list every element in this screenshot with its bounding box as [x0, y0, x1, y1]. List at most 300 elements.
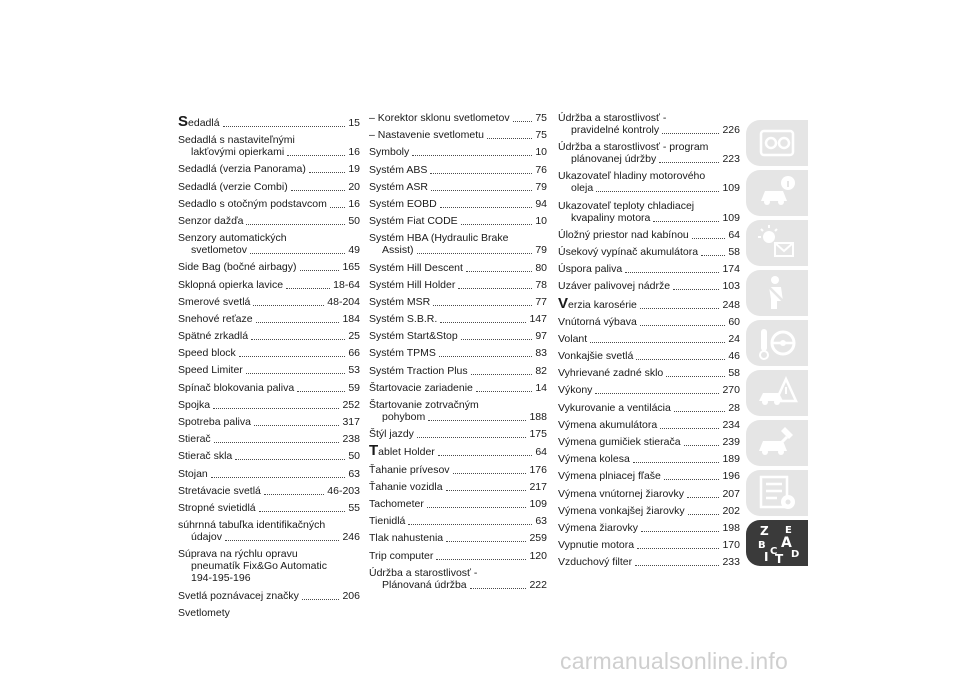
entry-text-part: Tienidlá — [369, 515, 406, 528]
index-entry-line — [178, 382, 360, 394]
page-number: 248 — [722, 298, 740, 311]
index-column-2 — [369, 112, 547, 596]
dot-leader — [225, 540, 340, 541]
car-wrench-icon — [755, 421, 799, 465]
dot-leader — [659, 162, 719, 163]
chapter-tabs — [746, 120, 808, 566]
index-entry — [369, 198, 547, 210]
entry-text-part: Uzáver palivovej nádrže — [558, 280, 671, 293]
dot-leader — [408, 524, 532, 525]
index-entry — [558, 246, 740, 258]
entry-text-part: Výmena plniacej fľaše — [558, 470, 661, 483]
index-entry-line — [369, 550, 547, 562]
dot-leader — [250, 253, 345, 254]
index-entry-line — [369, 330, 547, 342]
entry-text — [369, 532, 443, 544]
entry-text — [558, 294, 637, 312]
page-number: 14 — [535, 381, 547, 394]
index-entry-line — [178, 399, 360, 411]
index-entry — [369, 442, 547, 460]
dot-leader — [431, 190, 532, 191]
entry-text — [558, 419, 657, 431]
index-entry-line — [558, 112, 740, 124]
page-number: 270 — [722, 384, 740, 397]
dot-leader — [673, 289, 719, 290]
index-entry-line — [369, 262, 547, 274]
dot-leader — [412, 155, 532, 156]
section-initial: T — [369, 442, 379, 460]
index-entry-line — [369, 411, 547, 423]
tab-specifications[interactable] — [746, 470, 808, 516]
dot-leader — [637, 548, 719, 549]
index-entry-line — [558, 539, 740, 551]
index-entry-line — [178, 261, 360, 273]
index-entry-line — [558, 522, 740, 534]
index-entry-line — [369, 347, 547, 359]
index-letter: C — [770, 546, 778, 557]
entry-text — [558, 470, 661, 482]
tab-alphabetical-index[interactable] — [746, 520, 808, 566]
index-column-1 — [178, 112, 360, 624]
index-entry — [369, 382, 547, 394]
entry-text-part: Ťahanie prívesov — [369, 463, 450, 476]
dot-leader — [211, 477, 346, 478]
index-entry-line — [369, 464, 547, 476]
index-entry-line — [369, 532, 547, 544]
index-entry-line — [558, 556, 740, 568]
entry-text — [369, 347, 436, 359]
index-entry — [178, 163, 360, 175]
entry-text-part: Tlak nahustenia — [369, 532, 444, 545]
entry-text — [369, 181, 428, 193]
tab-dashboard[interactable] — [746, 120, 808, 166]
index-entry-line — [178, 198, 360, 210]
dot-leader — [688, 514, 720, 515]
entry-text — [369, 198, 437, 210]
index-letter: T — [775, 552, 784, 565]
page-number: 83 — [535, 347, 547, 360]
index-entry-line — [178, 244, 360, 256]
index-entry-line — [178, 572, 360, 584]
dot-leader — [636, 359, 725, 360]
entry-text-part: Sedadlá (verzie Combi) — [178, 180, 288, 193]
page-number: 238 — [342, 433, 360, 446]
index-entry — [178, 382, 360, 394]
entry-text-part: 194-195-196 — [191, 572, 251, 585]
index-entry-line — [178, 590, 360, 602]
dot-leader — [458, 288, 532, 289]
index-entry-line — [558, 419, 740, 431]
entry-text — [178, 261, 297, 273]
page-number: 175 — [529, 428, 547, 441]
dot-leader — [214, 442, 340, 443]
entry-text-part: Úložný priestor nad kabínou — [558, 228, 689, 241]
page-number: 79 — [535, 244, 547, 257]
entry-text-part: Svetlá poznávacej značky — [178, 589, 299, 602]
dot-leader — [476, 391, 532, 392]
index-entry — [558, 384, 740, 396]
index-entry-line — [178, 232, 360, 244]
entry-text-part: Výmena žiarovky — [558, 521, 638, 534]
index-entry-line — [178, 347, 360, 359]
entry-text — [369, 550, 433, 562]
entry-text-part: Snehové reťaze — [178, 312, 253, 325]
index-entry-line — [369, 481, 547, 493]
page-number: 79 — [535, 180, 547, 193]
dot-leader — [466, 271, 532, 272]
entry-text — [178, 198, 327, 210]
entry-text-part: Vonkajšie svetlá — [558, 350, 634, 363]
dot-leader — [291, 190, 346, 191]
entry-text-part: Systém Fiat CODE — [369, 215, 458, 228]
index-entry — [558, 453, 740, 465]
index-entry-line — [558, 384, 740, 396]
entry-text — [558, 522, 638, 534]
index-entry — [178, 468, 360, 480]
entry-text-part: Sedadlá s nastaviteľnými — [178, 134, 295, 147]
entry-text — [558, 384, 592, 396]
entry-text-part: Sedadlá (verzia Panorama) — [178, 163, 306, 176]
entry-text — [558, 141, 708, 153]
page-number: 48-204 — [327, 295, 360, 308]
entry-text-part: Štýl jazdy — [369, 428, 414, 441]
page-number: 184 — [342, 312, 360, 325]
entry-text — [558, 436, 681, 448]
index-entry-line — [558, 316, 740, 328]
index-entry — [558, 333, 740, 345]
page-number: 198 — [722, 521, 740, 534]
entry-text-part: Spojka — [178, 398, 211, 411]
entry-text-part: Vyhrievané zadné sklo — [558, 367, 664, 380]
page-number: 63 — [535, 515, 547, 528]
dot-leader — [427, 507, 527, 508]
index-entry — [178, 134, 360, 158]
index-entry-line — [369, 382, 547, 394]
index-entry — [369, 215, 547, 227]
page-number: 222 — [529, 578, 547, 591]
dot-leader — [287, 155, 345, 156]
entry-text-part: Sedadlo s otočným podstavcom — [178, 197, 327, 210]
dot-leader — [461, 339, 533, 340]
page-number: 147 — [529, 313, 547, 326]
tab-warning-lights[interactable] — [746, 220, 808, 266]
page-number: 63 — [348, 467, 360, 480]
entry-text — [178, 502, 256, 514]
dot-leader — [660, 428, 719, 429]
page-number: 18-64 — [333, 278, 360, 291]
index-entry — [178, 313, 360, 325]
page-number: 16 — [348, 146, 360, 159]
index-entry-line — [369, 112, 547, 124]
index-entry — [369, 262, 547, 274]
page-number: 120 — [529, 549, 547, 562]
dot-leader — [653, 221, 719, 222]
index-entry — [178, 215, 360, 227]
tab-safety-info[interactable] — [746, 170, 808, 216]
entry-text — [178, 450, 232, 462]
page-number: 50 — [348, 214, 360, 227]
page-number: 59 — [348, 381, 360, 394]
entry-text-part: svetlometov — [191, 244, 248, 257]
dot-leader — [590, 342, 725, 343]
entry-text-part: plánovanej údržby — [571, 153, 657, 166]
index-entry-line — [558, 200, 740, 212]
entry-text-part: Plánovaná údržba — [382, 578, 467, 591]
page-number: 64 — [728, 228, 740, 241]
index-entry — [178, 330, 360, 342]
index-entry — [558, 556, 740, 568]
entry-text — [178, 313, 253, 325]
entry-text — [178, 485, 261, 497]
index-entry-line — [178, 450, 360, 462]
page-number: 82 — [535, 364, 547, 377]
index-entry-line — [178, 433, 360, 445]
index-entry — [369, 515, 547, 527]
index-entry — [178, 607, 360, 619]
page-number: 252 — [342, 398, 360, 411]
car-dashboard-icon — [755, 121, 799, 165]
index-entry — [178, 433, 360, 445]
entry-text — [369, 442, 435, 460]
dot-leader — [246, 224, 345, 225]
dot-leader — [471, 374, 533, 375]
page-number: 15 — [348, 117, 360, 129]
index-letter: I — [764, 550, 769, 564]
tab-emergency[interactable] — [746, 370, 808, 416]
alphabetical-index-icon — [755, 521, 799, 565]
entry-text-part: Štartovanie zotrvačným — [369, 399, 479, 411]
page-number: 55 — [348, 501, 360, 514]
entry-text — [369, 164, 427, 176]
seatbelt-person-icon — [755, 271, 799, 315]
index-entry — [178, 416, 360, 428]
entry-text — [178, 330, 248, 342]
entry-text — [178, 113, 220, 130]
car-specifications-icon — [755, 471, 799, 515]
entry-text-part: – Korektor sklonu svetlometov — [369, 112, 510, 124]
dot-leader — [487, 138, 532, 139]
dot-leader — [470, 588, 527, 589]
tab-maintenance[interactable] — [746, 420, 808, 466]
page-number: 10 — [535, 146, 547, 159]
entry-text-part: erzia karosérie — [568, 298, 637, 311]
watermark: carmanualsonline.info — [560, 648, 788, 674]
entry-text-part: Výmena akumulátora — [558, 418, 658, 431]
index-entry-line — [558, 280, 740, 292]
page-number: 46 — [728, 350, 740, 363]
entry-text — [369, 232, 508, 244]
index-entry-line — [558, 263, 740, 275]
index-entry-line — [558, 350, 740, 362]
page-number: 226 — [722, 124, 740, 136]
dot-leader — [259, 511, 346, 512]
entry-text — [369, 382, 473, 394]
index-entry-line — [558, 436, 740, 448]
index-entry — [369, 532, 547, 544]
entry-text-part: Súprava na rýchlu opravu — [178, 548, 298, 561]
entry-text-part: Senzor dažďa — [178, 214, 244, 227]
dot-leader — [300, 270, 340, 271]
page-number: 234 — [722, 418, 740, 431]
dot-leader — [640, 325, 726, 326]
entry-text — [178, 607, 230, 619]
dot-leader — [664, 479, 720, 480]
entry-text-part: Vypnutie motora — [558, 539, 635, 552]
entry-text — [369, 296, 430, 308]
entry-text-part: Stierač — [178, 433, 211, 446]
index-entry — [558, 505, 740, 517]
entry-text-part: Vnútorná výbava — [558, 315, 637, 328]
entry-text — [558, 170, 705, 182]
entry-text — [369, 428, 414, 440]
entry-text — [369, 129, 484, 141]
index-entry — [558, 170, 740, 194]
entry-text-part: Ťahanie vozidla — [369, 480, 443, 493]
entry-text-part: Systém ASR — [369, 180, 428, 193]
index-entry-line — [178, 279, 360, 291]
index-letter: E — [785, 525, 792, 536]
page-number: 64 — [535, 446, 547, 459]
dot-leader — [239, 356, 346, 357]
entry-text — [558, 539, 634, 551]
index-entry — [369, 347, 547, 359]
index-entry-line — [369, 164, 547, 176]
entry-text — [178, 181, 288, 193]
entry-text-part: oleja — [571, 182, 594, 195]
dot-leader — [446, 541, 526, 542]
warning-lights-icon — [755, 221, 799, 265]
entry-text-part: Volant — [558, 332, 588, 345]
entry-text — [558, 505, 685, 517]
index-entry — [178, 113, 360, 130]
page-number: 223 — [722, 153, 740, 166]
page-number: 24 — [728, 332, 740, 345]
entry-text-part: údajov — [191, 531, 222, 544]
entry-text — [558, 316, 637, 328]
index-entry-line — [558, 141, 740, 153]
entry-text-part: Výmena vonkajšej žiarovky — [558, 504, 685, 517]
index-entry — [558, 539, 740, 551]
dot-leader — [633, 462, 720, 463]
index-entry — [558, 350, 740, 362]
entry-text-part: Úspora paliva — [558, 263, 623, 276]
index-entry — [558, 402, 740, 414]
dot-leader — [213, 408, 339, 409]
entry-text-part: pravidelné kontroly — [571, 124, 660, 136]
tab-starting-driving[interactable] — [746, 320, 808, 366]
tab-seats-safety[interactable] — [746, 270, 808, 316]
entry-text — [369, 330, 458, 342]
entry-text-part: Spínač blokovania paliva — [178, 381, 295, 394]
dot-leader — [666, 376, 725, 377]
entry-text-part: Výkony — [558, 384, 593, 397]
dot-leader — [692, 238, 726, 239]
entry-text-part: Údržba a starostlivosť - — [558, 112, 667, 124]
entry-text — [178, 279, 283, 291]
entry-text-part: Údržba a starostlivosť - — [369, 566, 478, 579]
index-entry — [558, 280, 740, 292]
entry-text — [178, 232, 287, 244]
entry-text-part: Výmena gumičiek stierača — [558, 436, 681, 448]
key-steering-wheel-icon — [755, 321, 799, 365]
car-breakdown-icon — [755, 371, 799, 415]
entry-text — [558, 367, 663, 379]
entry-text — [369, 215, 458, 227]
entry-text-part: Systém MSR — [369, 295, 431, 308]
index-entry-line — [558, 212, 740, 224]
page-number: 46-203 — [327, 484, 360, 497]
index-entry — [178, 450, 360, 462]
entry-text-part: Smerové svetlá — [178, 295, 251, 308]
index-entry — [558, 470, 740, 482]
index-entry-line — [558, 333, 740, 345]
index-entry-line — [558, 488, 740, 500]
dot-leader — [256, 322, 340, 323]
index-entry — [369, 164, 547, 176]
dot-leader — [302, 599, 340, 600]
entry-text — [178, 215, 243, 227]
page-number: 109 — [722, 182, 740, 195]
index-entry-line — [369, 232, 547, 244]
entry-text — [369, 515, 405, 527]
index-entry — [369, 464, 547, 476]
entry-text — [369, 365, 468, 377]
entry-text-part: súhrnná tabuľka identifikačných — [178, 519, 326, 532]
page-number: 217 — [529, 480, 547, 493]
page-number: 75 — [535, 112, 547, 124]
index-entry — [369, 313, 547, 325]
entry-text-part: Assist) — [382, 244, 414, 257]
entry-text-part: – Nastavenie svetlometu — [369, 129, 484, 142]
index-entry-line — [369, 365, 547, 377]
index-entry-line — [369, 579, 547, 591]
entry-text — [382, 244, 414, 256]
index-entry-line — [369, 498, 547, 510]
entry-text-part: Systém Traction Plus — [369, 364, 468, 377]
entry-text — [558, 200, 694, 212]
page-number: 196 — [722, 470, 740, 483]
entry-text — [558, 453, 630, 465]
index-entry-line — [369, 244, 547, 256]
index-entry-line — [369, 515, 547, 527]
index-entry — [558, 112, 740, 136]
index-letter: D — [791, 549, 799, 560]
dot-leader — [640, 308, 720, 309]
section-initial: S — [178, 113, 189, 130]
dot-leader — [330, 207, 345, 208]
index-entry-line — [558, 294, 740, 312]
entry-text — [558, 402, 671, 414]
page-number: 75 — [535, 129, 547, 142]
index-entry — [369, 550, 547, 562]
index-entry-line — [369, 215, 547, 227]
entry-text-part: Svetlomety — [178, 606, 230, 619]
entry-text — [191, 531, 222, 543]
index-entry-line — [178, 607, 360, 619]
index-entry — [178, 590, 360, 602]
index-entry-line — [178, 163, 360, 175]
index-entry — [178, 485, 360, 497]
entry-text — [369, 399, 479, 411]
index-entry — [178, 181, 360, 193]
entry-text-part: Spätné zrkadlá — [178, 330, 249, 343]
entry-text — [178, 364, 243, 376]
dot-leader — [595, 393, 719, 394]
entry-text-part: Systém Hill Descent — [369, 261, 463, 274]
entry-text — [558, 112, 666, 124]
entry-text-part: Side Bag (bočné airbagy) — [178, 261, 297, 274]
index-entry-line — [558, 153, 740, 165]
